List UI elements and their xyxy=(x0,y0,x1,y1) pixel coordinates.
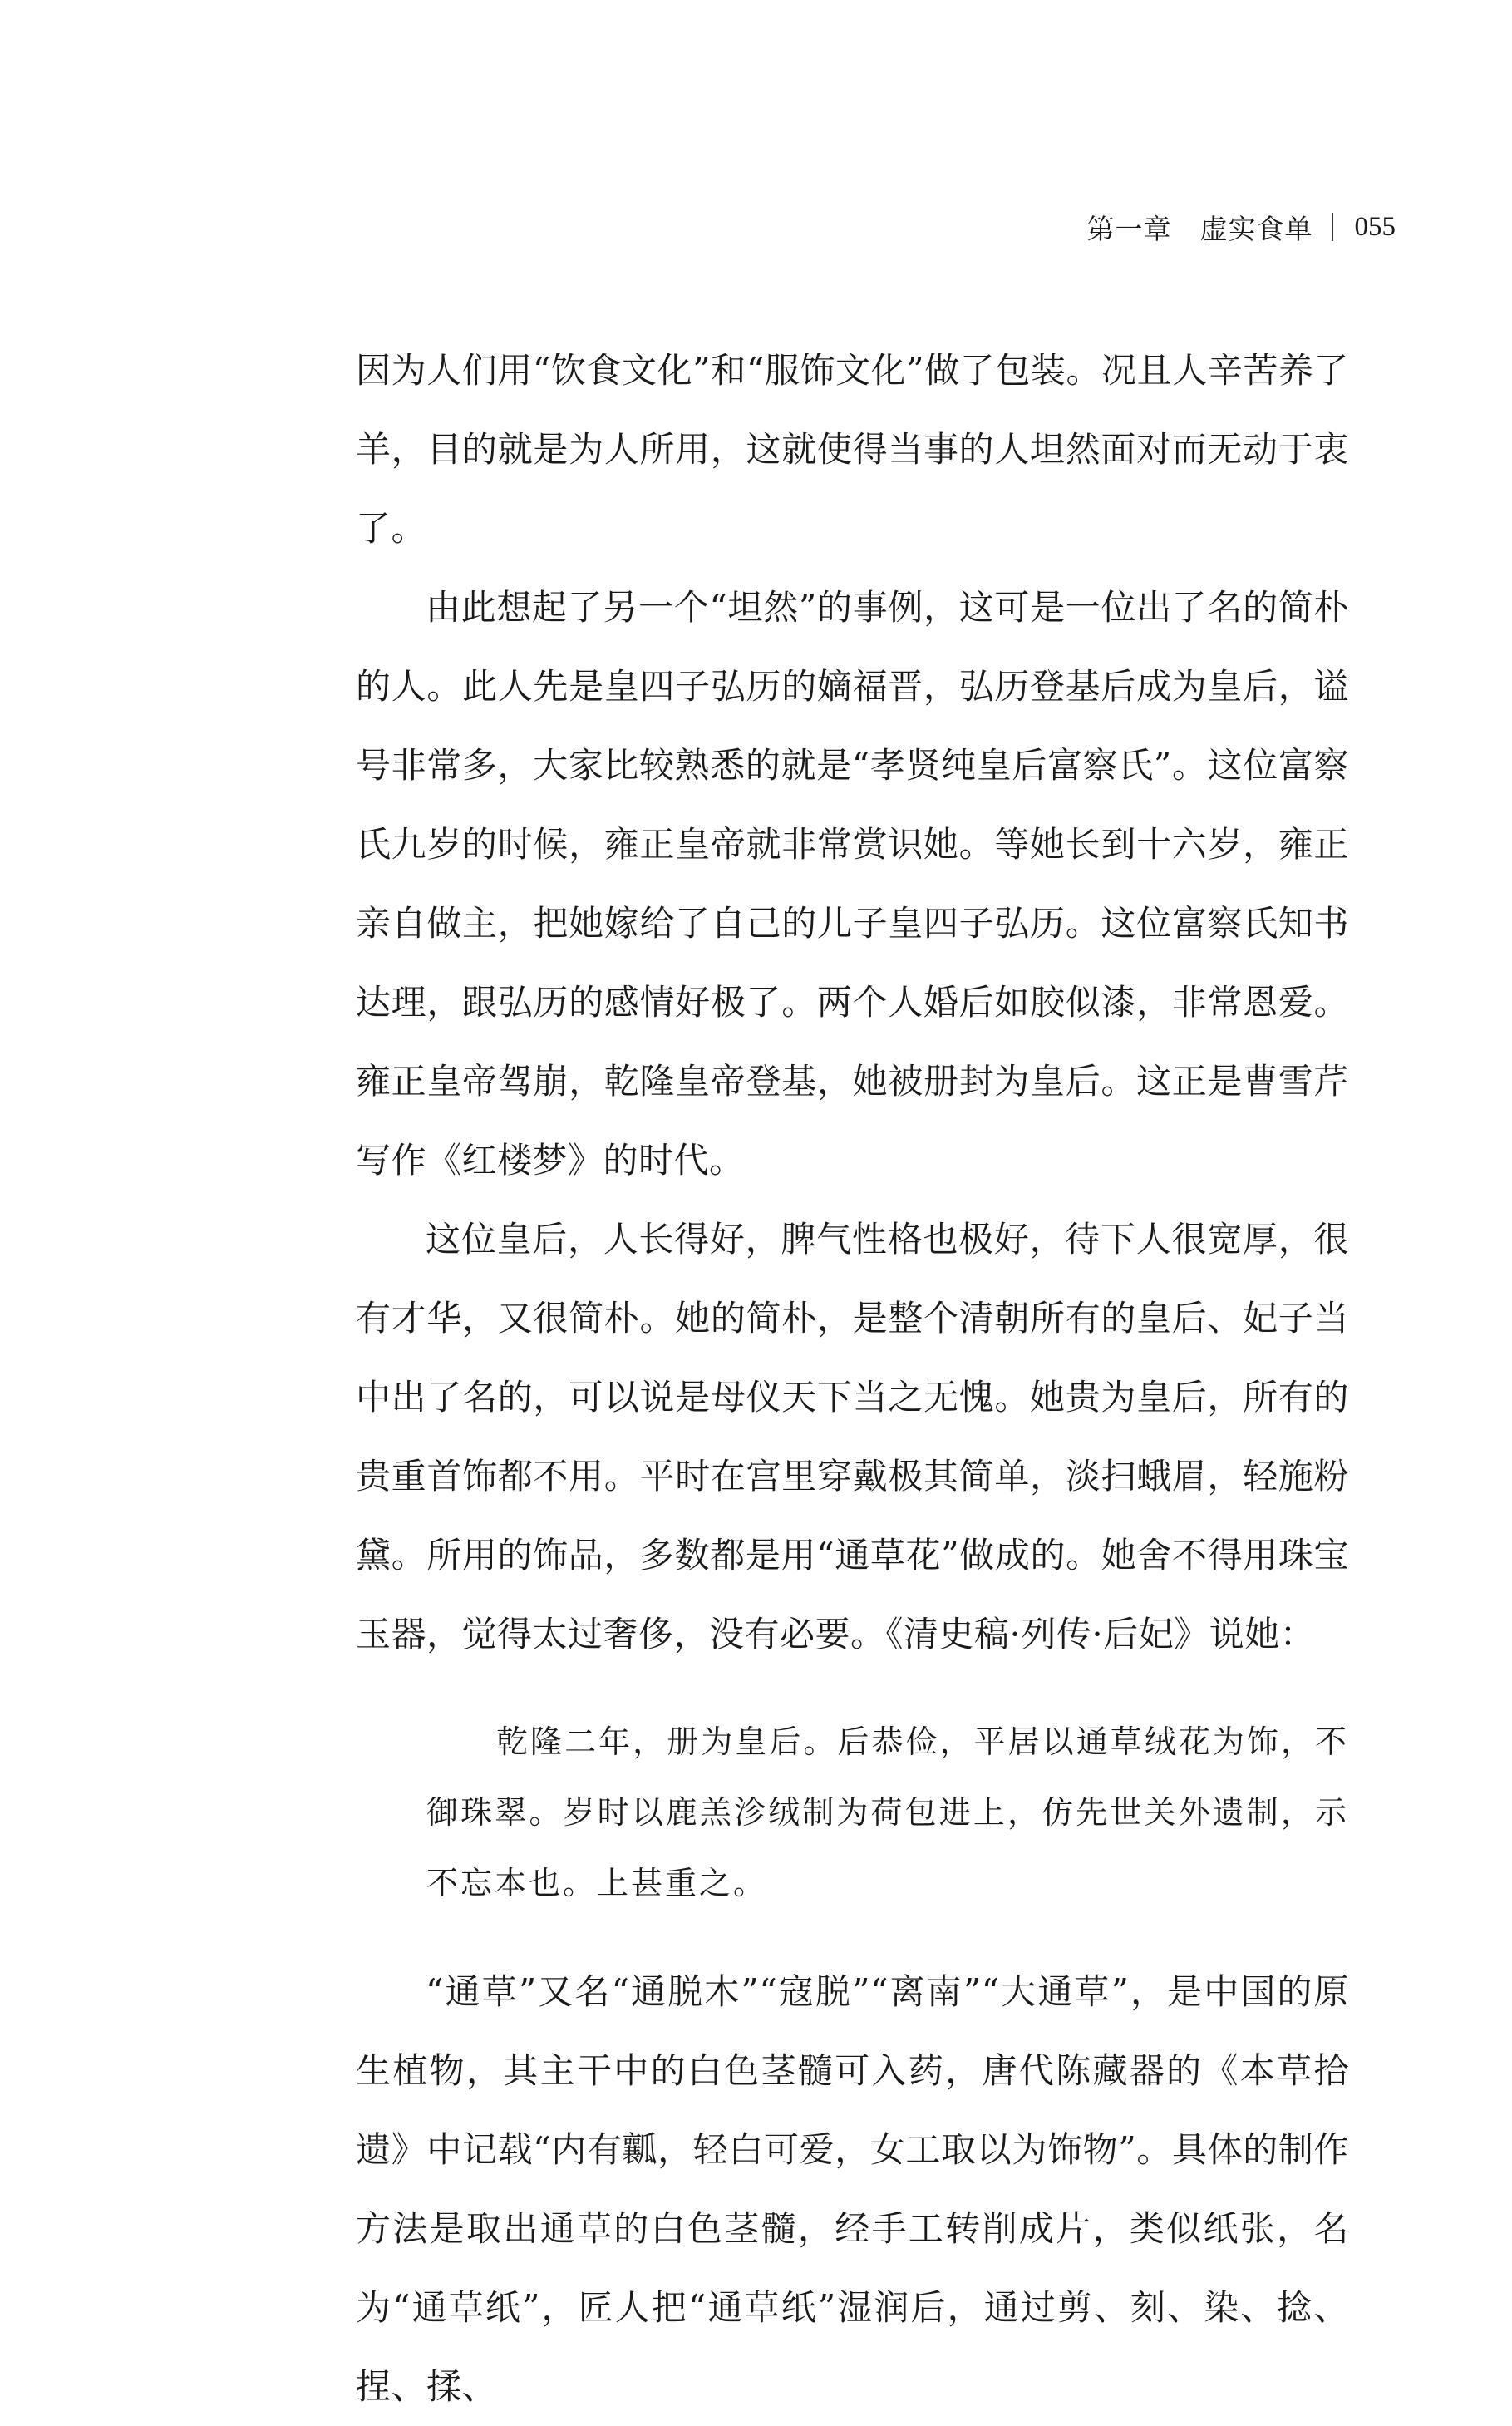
body-text xyxy=(356,331,1349,2426)
block-quote-qing-history: 乾隆二年，册为皇后。后恭俭，平居以通草绒花为饰，不御珠翠。岁时以鹿羔沴绒制为荷包进上，仿先世关外遗制，示不忘本也。上甚重之。 xyxy=(426,1723,1349,1901)
page-number: 055 xyxy=(1354,211,1396,242)
paragraph-empress-intro: 由此想起了另一个“坦然”的事例，这可是一位出了名的简朴的人。此人先是皇四子弘历的嫡福晋，弘历登基后成为皇后，谥号非常多，大家比较熟悉的就是“孝贤纯皇后富察氏”。这位富察氏九岁的时候，雍正皇帝就非常赏识她。等她长到十六岁，雍正亲自做主，把她嫁给了自己的儿子皇四子弘历。这位富察氏知书达理，跟弘历的感情好极了。两个人婚后如胶似漆，非常恩爱。雍正皇帝驾崩，乾隆皇帝登基，她被册封为皇后。这正是曹雪芹写作《红楼梦》的时代。 xyxy=(356,587,1349,1181)
section-title: 虚实食单 xyxy=(1199,212,1313,245)
chapter-label: 第一章 xyxy=(1086,212,1172,245)
paragraph-empress-frugality: 这位皇后，人长得好，脾气性格也极好，待下人很宽厚，很有才华，又很简朴。她的简朴，是整个清朝所有的皇后、妃子当中出了名的，可以说是母仪天下当之无愧。她贵为皇后，所有的贵重首饰都不用。平时在宫里穿戴极其简单，淡扫蛾眉，轻施粉黛。所用的饰品，多数都是用“通草花”做成的。她舍不得用珠宝玉器，觉得太过奢侈，没有必要。《清史稿·列传·后妃》说她： xyxy=(356,1219,1349,1654)
header-divider xyxy=(1332,213,1333,241)
paragraph-tongcao: “通草”又名“通脱木”“寇脱”“离南”“大通草”，是中国的原生植物，其主干中的白色茎髓可入药，唐代陈藏器的《本草拾遗》中记载“内有瓤，轻白可爱，女工取以为饰物”。具体的制作方法是取出通草的白色茎髓，经手工转削成片，类似纸张，名为“通草纸”，匠人把“通草纸”湿润后，通过剪、刻、染、捻、捏、揉、 xyxy=(356,1971,1349,2407)
running-header xyxy=(1087,206,1396,248)
paragraph-continuation: 因为人们用“饮食文化”和“服饰文化”做了包装。况且人辛苦养了羊，目的就是为人所用，这就使得当事的人坦然面对而无动于衷了。 xyxy=(356,350,1349,549)
